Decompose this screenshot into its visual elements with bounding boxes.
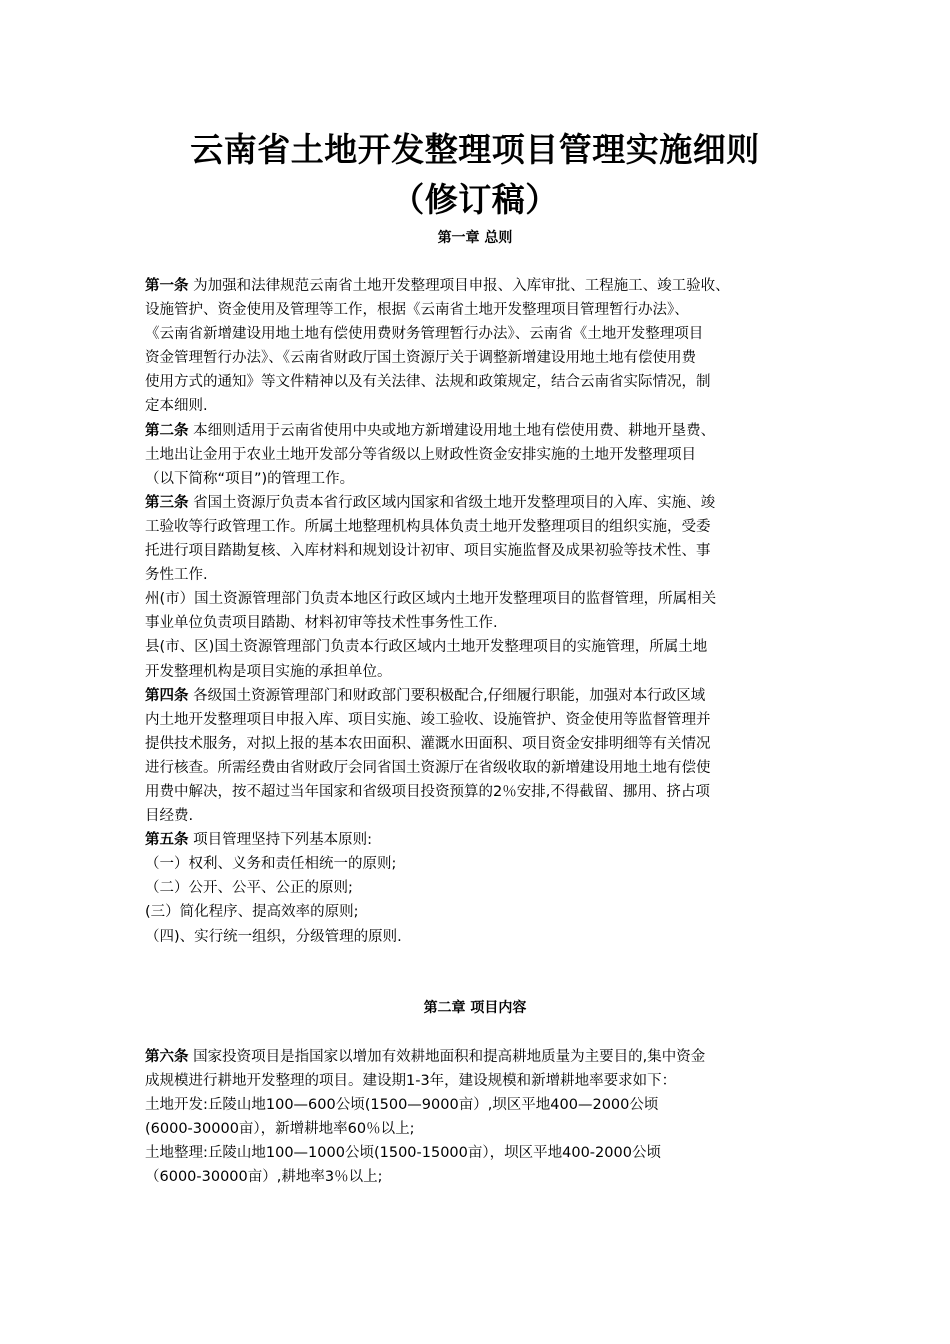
text-line: [145, 443, 825, 467]
line-text: 各级国土资源管理部门和财政部门要积极配合,仔细履行职能，加强对本行政区域: [188, 687, 706, 704]
line-text: 项目管理坚持下列基本原则:: [188, 832, 372, 849]
line-text: 使用方式的通知》等文件精神以及有关法律、法规和政策规定，结合云南省实际情况，制: [145, 374, 711, 391]
line-text: 土地整理:丘陵山地100—1000公顷(1500-15000亩），坝区平地400-2000公顷: [145, 1145, 661, 1162]
text-line: [145, 322, 825, 346]
line-text: (三）简化程序、提高效率的原则;: [145, 904, 359, 921]
text-line: [145, 780, 825, 804]
line-text: （二）公开、公平、公正的原则;: [145, 880, 353, 897]
article-number: 第五条: [145, 832, 189, 849]
text-line: [145, 1165, 825, 1189]
text-line: [145, 1117, 825, 1141]
text-line: [145, 563, 825, 587]
line-text: 为加强和法律规范云南省土地开发整理项目申报、入库审批、工程施工、竣工验收、: [188, 278, 730, 294]
text-line: [145, 539, 825, 563]
text-line: [145, 1045, 825, 1069]
document-subtitle: （修订稿）: [391, 180, 559, 219]
line-text: 国家投资项目是指国家以增加有效耕地面积和提高耕地质量为主要目的,集中资金: [188, 1049, 706, 1065]
text-line: [145, 732, 825, 756]
line-text: (6000-30000亩），新增耕地率60％以上;: [145, 1121, 415, 1138]
text-line: [145, 467, 825, 491]
line-text: 州(市）国土资源管理部门负责本地区行政区域内土地开发整理项目的监督管理，所属相关: [145, 591, 717, 608]
line-text: 本细则适用于云南省使用中央或地方新增建设用地土地有偿使用费、耕地开垦费、: [188, 422, 716, 439]
line-text: 土地出让金用于农业土地开发部分等省级以上财政性资金安排实施的土地开发整理项目: [145, 446, 696, 463]
text-line: [145, 587, 825, 611]
text-line: [145, 419, 825, 443]
line-text: （以下简称“项目”)的管理工作。: [145, 470, 355, 487]
text-line: [145, 1093, 825, 1117]
line-text: 设施管护、资金使用及管理等工作，根据《云南省土地开发整理项目管理暂行办法》、: [145, 302, 689, 319]
text-line: [145, 876, 825, 900]
line-text: （一）权利、义务和责任相统一的原则;: [145, 856, 397, 873]
text-line: [145, 298, 825, 322]
line-text: 成规模进行耕地开发整理的项目。建设期1-3年，建设规模和新增耕地率要求如下：: [145, 1073, 677, 1090]
text-line: [145, 828, 825, 852]
text-line: [145, 852, 825, 876]
text-line: [145, 1069, 825, 1093]
line-text: （四)、实行统一组织，分级管理的原则.: [145, 928, 402, 945]
article-number: 第一条: [145, 278, 189, 294]
text-line: [145, 660, 825, 684]
text-line: [145, 370, 825, 394]
article-number: 第二条: [145, 422, 189, 439]
article-number: 第四条: [145, 687, 189, 704]
line-text: 事业单位负责项目踏勘、材料初审等技术性事务性工作.: [145, 615, 498, 632]
line-text: 《云南省新增建设用地土地有偿使用费财务管理暂行办法》、云南省《土地开发整理项目: [145, 326, 704, 343]
line-text: 省国土资源厅负责本省行政区域内国家和省级土地开发整理项目的入库、实施、竣: [188, 494, 716, 511]
article-number: 第三条: [145, 494, 189, 511]
text-line: [145, 684, 825, 708]
line-text: 内土地开发整理项目申报入库、项目实施、竣工验收、设施管护、资金使用等监督管理并: [145, 711, 711, 728]
line-text: 进行核查。所需经费由省财政厅会同省国土资源厅在省级收取的新增建设用地土地有偿使: [145, 759, 711, 776]
line-text: （6000-30000亩）,耕地率3％以上;: [145, 1169, 383, 1186]
line-text: 开发整理机构是项目实施的承担单位。: [145, 663, 392, 680]
line-text: 托进行项目踏勘复核、入库材料和规划设计初审、项目实施监督及成果初验等技术性、事: [145, 543, 711, 560]
article-number: 第六条: [145, 1049, 189, 1065]
text-line: [145, 274, 825, 298]
line-text: 提供技术服务，对拟上报的基本农田面积、灌溉水田面积、项目资金安排明细等有关情况: [145, 735, 711, 752]
text-line: [145, 635, 825, 659]
line-text: 工验收等行政管理工作。所属土地整理机构具体负责土地开发整理项目的组织实施，受委: [145, 518, 711, 535]
text-line: [145, 756, 825, 780]
line-text: 用费中解决，按不超过当年国家和省级项目投资预算的2％安排,不得截留、挪用、挤占项: [145, 783, 710, 800]
chapter-2-body: [145, 1045, 825, 1190]
line-text: 务性工作.: [145, 567, 208, 584]
text-line: [145, 491, 825, 515]
line-text: 土地开发:丘陵山地100—600公顷(1500—9000亩）,坝区平地400—2000公顷: [145, 1097, 659, 1114]
chapter-heading-1: 第一章 总则: [437, 230, 513, 246]
text-line: [145, 611, 825, 635]
text-line: [145, 394, 825, 418]
line-text: 目经费.: [145, 808, 194, 825]
text-line: [145, 515, 825, 539]
line-text: 县(市、区)国土资源管理部门负责本行政区域内土地开发整理项目的实施管理，所属土地: [145, 639, 708, 656]
text-line: [145, 708, 825, 732]
line-text: 资金管理暂行办法》、《云南省财政厅国土资源厅关于调整新增建设用地土地有偿使用费: [145, 350, 696, 367]
text-line: [145, 900, 825, 924]
document-title: 云南省土地开发整理项目管理实施细则: [190, 130, 760, 169]
text-line: [145, 925, 825, 949]
line-text: 定本细则.: [145, 398, 208, 415]
text-line: [145, 1141, 825, 1165]
text-line: [145, 804, 825, 828]
chapter-heading-2: 第二章 项目内容: [423, 1000, 527, 1016]
text-line: [145, 346, 825, 370]
chapter-1-body: [145, 274, 825, 949]
